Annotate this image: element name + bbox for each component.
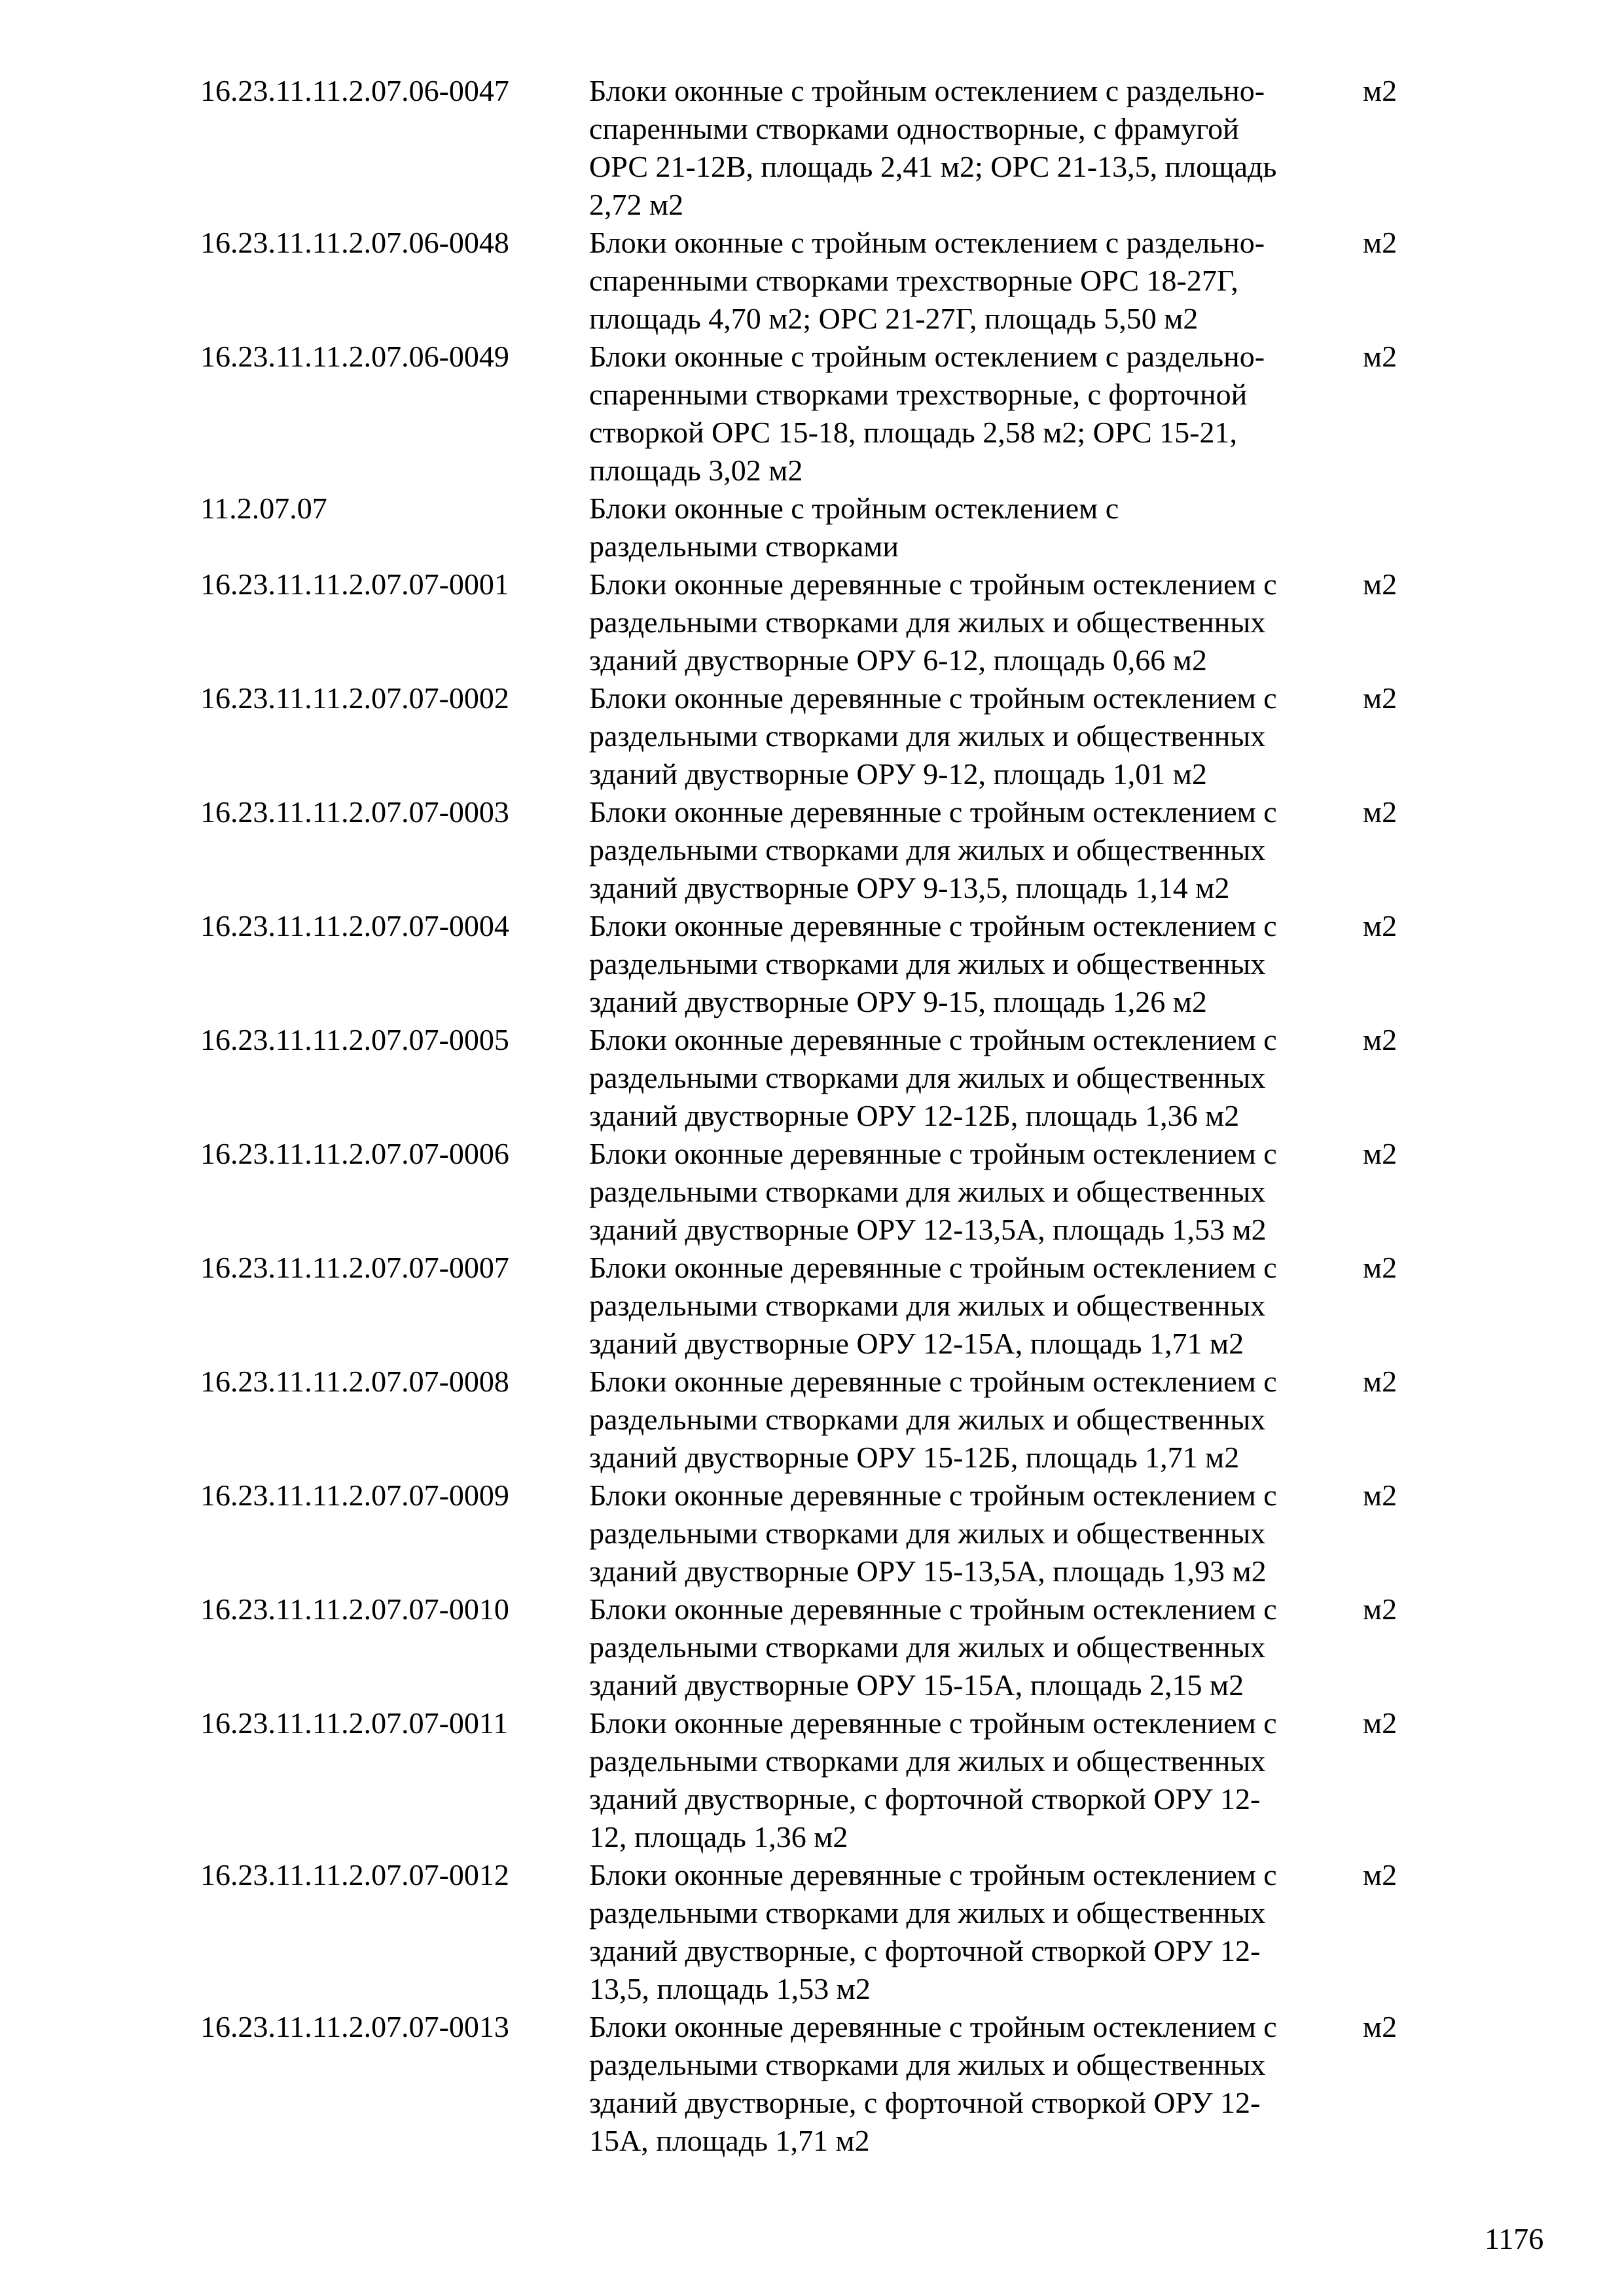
item-code: 16.23.11.11.2.07.06-0049 — [200, 340, 509, 373]
item-code: 16.23.11.11.2.07.07-0012 — [200, 1858, 509, 1892]
item-description: Блоки оконные деревянные с тройным остеклением с раздельными створками для жилых и общественных зданий двустворные ОРУ 6-12, площадь 0,66 м2 — [589, 567, 1277, 677]
item-unit: м2 — [1363, 1137, 1398, 1170]
list-item — [200, 679, 1431, 793]
list-item — [200, 224, 1431, 338]
section-title: Блоки оконные с тройным остеклением с раздельными створками — [589, 492, 1119, 563]
list-item — [200, 907, 1431, 1021]
item-description: Блоки оконные с тройным остеклением с раздельно- спаренными створками одностворные, с фрамугой ОРС 21-12В, площадь 2,41 м2; ОРС 21-13,5, площадь 2,72 м2 — [589, 74, 1277, 221]
item-unit: м2 — [1363, 1706, 1398, 1740]
item-code: 16.23.11.11.2.07.07-0006 — [200, 1137, 509, 1170]
item-description: Блоки оконные деревянные с тройным остеклением с раздельными створками для жилых и общественных зданий двустворные, с форточной створкой ОРУ 12- 13,5, площадь 1,53 м2 — [589, 1858, 1277, 2005]
item-description: Блоки оконные деревянные с тройным остеклением с раздельными створками для жилых и общественных зданий двустворные ОРУ 12-12Б, площадь 1,36 м2 — [589, 1023, 1277, 1132]
item-code: 16.23.11.11.2.07.07-0007 — [200, 1251, 509, 1284]
page-number: 1176 — [1485, 2222, 1544, 2255]
item-description: Блоки оконные деревянные с тройным остеклением с раздельными створками для жилых и общественных зданий двустворные ОРУ 15-15А, площадь 2,15 м2 — [589, 1592, 1277, 1702]
item-unit: м2 — [1363, 1858, 1398, 1892]
item-code: 16.23.11.11.2.07.07-0005 — [200, 1023, 509, 1056]
item-unit: м2 — [1363, 681, 1398, 715]
item-unit: м2 — [1363, 1365, 1398, 1398]
item-code: 16.23.11.11.2.07.06-0047 — [200, 74, 509, 107]
item-unit: м2 — [1363, 567, 1398, 601]
item-description: Блоки оконные деревянные с тройным остеклением с раздельными створками для жилых и общественных зданий двустворные ОРУ 12-13,5А, площадь 1,53 м2 — [589, 1137, 1277, 1246]
list-item — [200, 1590, 1431, 1704]
list-item — [200, 338, 1431, 490]
item-code: 16.23.11.11.2.07.06-0048 — [200, 226, 509, 259]
item-unit: м2 — [1363, 1251, 1398, 1284]
item-code: 16.23.11.11.2.07.07-0004 — [200, 909, 509, 942]
item-code: 16.23.11.11.2.07.07-0011 — [200, 1706, 509, 1740]
list-item — [200, 1704, 1431, 1856]
item-unit: м2 — [1363, 1479, 1398, 1512]
list-item — [200, 793, 1431, 907]
item-unit: м2 — [1363, 1023, 1398, 1056]
item-code: 16.23.11.11.2.07.07-0010 — [200, 1592, 509, 1626]
item-code: 16.23.11.11.2.07.07-0001 — [200, 567, 509, 601]
list-item — [200, 1856, 1431, 2008]
price-list — [200, 72, 1431, 2160]
item-description: Блоки оконные с тройным остеклением с раздельно- спаренными створками трехстворные ОРС 18-27Г, площадь 4,70 м2; ОРС 21-27Г, площадь 5,50 м2 — [589, 226, 1265, 335]
item-unit: м2 — [1363, 2010, 1398, 2043]
item-description: Блоки оконные деревянные с тройным остеклением с раздельными створками для жилых и общественных зданий двустворные, с форточной створкой ОРУ 12- 15А, площадь 1,71 м2 — [589, 2010, 1277, 2157]
section-code: 11.2.07.07 — [200, 492, 327, 525]
item-unit: м2 — [1363, 226, 1398, 259]
item-code: 16.23.11.11.2.07.07-0013 — [200, 2010, 509, 2043]
item-unit: м2 — [1363, 1592, 1398, 1626]
item-unit: м2 — [1363, 909, 1398, 942]
item-description: Блоки оконные деревянные с тройным остеклением с раздельными створками для жилых и общественных зданий двустворные ОРУ 15-13,5А, площадь 1,93 м2 — [589, 1479, 1277, 1588]
item-description: Блоки оконные деревянные с тройным остеклением с раздельными створками для жилых и общественных зданий двустворные ОРУ 9-12, площадь 1,01 м2 — [589, 681, 1277, 791]
list-item — [200, 1363, 1431, 1477]
list-item — [200, 1021, 1431, 1135]
item-description: Блоки оконные деревянные с тройным остеклением с раздельными створками для жилых и общественных зданий двустворные ОРУ 12-15А, площадь 1,71 м2 — [589, 1251, 1277, 1360]
item-unit: м2 — [1363, 340, 1398, 373]
section-heading — [200, 490, 1431, 565]
item-description: Блоки оконные деревянные с тройным остеклением с раздельными створками для жилых и общественных зданий двустворные ОРУ 15-12Б, площадь 1,71 м2 — [589, 1365, 1277, 1474]
list-item — [200, 1249, 1431, 1363]
item-code: 16.23.11.11.2.07.07-0003 — [200, 795, 509, 829]
item-unit: м2 — [1363, 795, 1398, 829]
item-description: Блоки оконные деревянные с тройным остеклением с раздельными створками для жилых и общественных зданий двустворные ОРУ 9-13,5, площадь 1,14 м2 — [589, 795, 1277, 905]
item-unit: м2 — [1363, 74, 1398, 107]
list-item — [200, 2008, 1431, 2160]
item-description: Блоки оконные с тройным остеклением с раздельно- спаренными створками трехстворные, с форточной створкой ОРС 15-18, площадь 2,58 м2; ОРС 15-21, площадь 3,02 м2 — [589, 340, 1265, 487]
item-code: 16.23.11.11.2.07.07-0009 — [200, 1479, 509, 1512]
item-description: Блоки оконные деревянные с тройным остеклением с раздельными створками для жилых и общественных зданий двустворные, с форточной створкой ОРУ 12- 12, площадь 1,36 м2 — [589, 1706, 1277, 1854]
list-item — [200, 1135, 1431, 1249]
item-code: 16.23.11.11.2.07.07-0002 — [200, 681, 509, 715]
list-item — [200, 72, 1431, 224]
list-item — [200, 1477, 1431, 1590]
item-description: Блоки оконные деревянные с тройным остеклением с раздельными створками для жилых и общественных зданий двустворные ОРУ 9-15, площадь 1,26 м2 — [589, 909, 1277, 1018]
item-code: 16.23.11.11.2.07.07-0008 — [200, 1365, 509, 1398]
list-item — [200, 565, 1431, 679]
